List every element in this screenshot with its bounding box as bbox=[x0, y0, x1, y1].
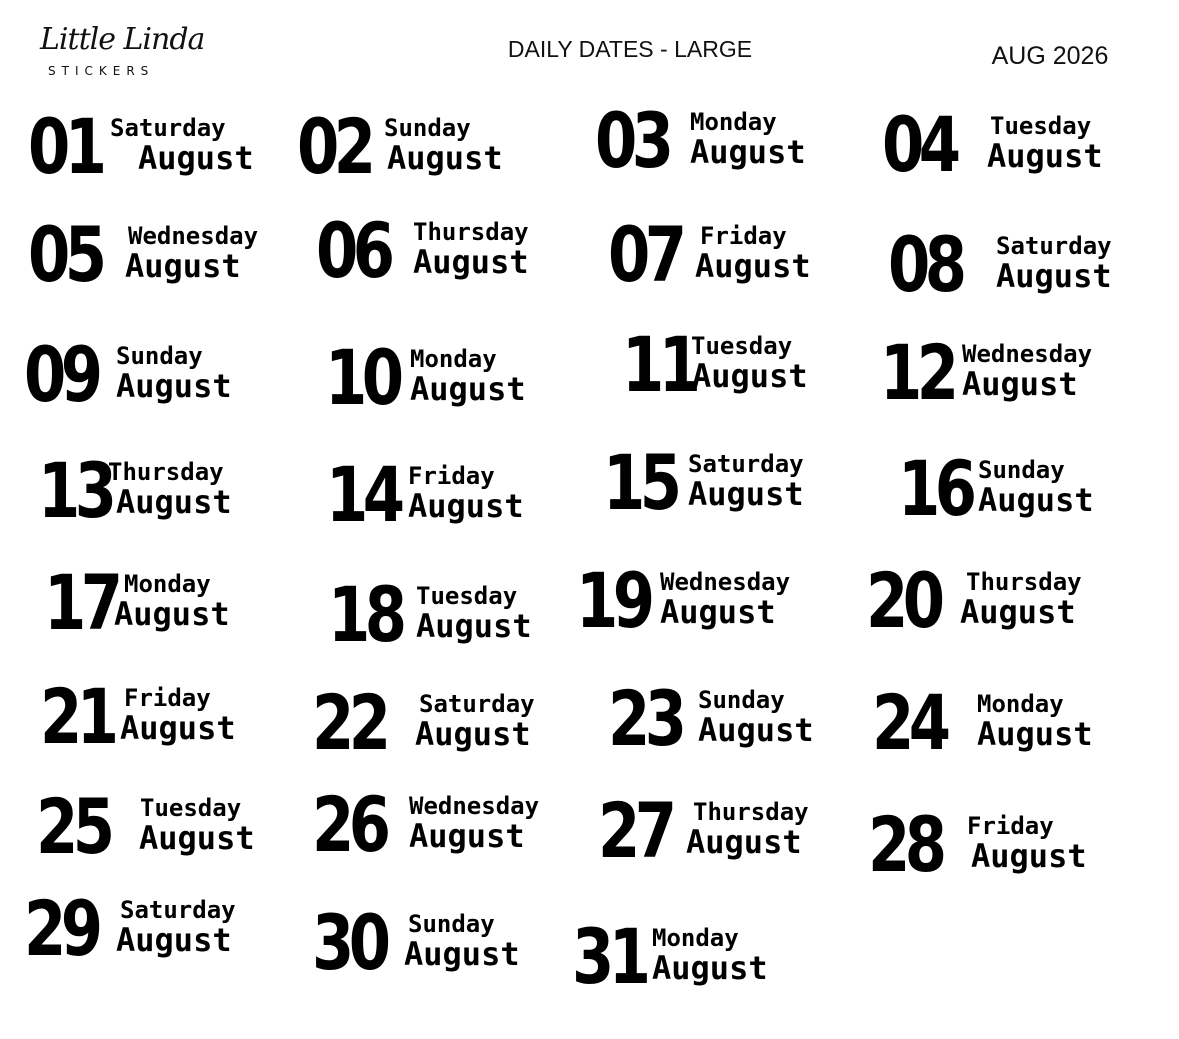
month-label: August bbox=[116, 921, 232, 959]
month-label: August bbox=[688, 475, 804, 513]
month-label: August bbox=[413, 243, 529, 281]
weekday-label: Wednesday bbox=[409, 792, 540, 820]
weekday-label: Thursday bbox=[966, 568, 1082, 596]
date-number: 10 bbox=[325, 333, 399, 422]
weekday-label: Thursday bbox=[413, 218, 529, 246]
date-number: 25 bbox=[36, 782, 110, 871]
date-number: 07 bbox=[608, 210, 682, 299]
month-label: August bbox=[977, 715, 1093, 753]
month-label: August bbox=[408, 487, 524, 525]
date-number: 24 bbox=[872, 678, 946, 767]
date-number: 16 bbox=[898, 444, 972, 533]
weekday-label: Sunday bbox=[116, 342, 203, 370]
month-label: August bbox=[416, 607, 532, 645]
date-number: 26 bbox=[312, 780, 386, 869]
date-number: 18 bbox=[328, 570, 402, 659]
date-number: 29 bbox=[24, 884, 98, 973]
date-number: 09 bbox=[24, 330, 98, 419]
date-number: 21 bbox=[40, 672, 114, 761]
date-number: 30 bbox=[312, 898, 386, 987]
date-number: 19 bbox=[576, 556, 650, 645]
month-label: August bbox=[971, 837, 1087, 875]
month-label: August bbox=[139, 819, 255, 857]
weekday-label: Sunday bbox=[698, 686, 785, 714]
date-number: 04 bbox=[882, 100, 956, 189]
date-number: 17 bbox=[44, 558, 118, 647]
date-number: 12 bbox=[880, 328, 954, 417]
brand-logo-script: Little Linda bbox=[40, 22, 205, 57]
month-label: August bbox=[125, 247, 241, 285]
month-label: August bbox=[404, 935, 520, 973]
date-number: 27 bbox=[598, 786, 672, 875]
date-number: 02 bbox=[297, 102, 371, 191]
date-number: 11 bbox=[622, 320, 696, 409]
date-number: 14 bbox=[326, 450, 400, 539]
weekday-label: Friday bbox=[700, 222, 787, 250]
month-label: August bbox=[415, 715, 531, 753]
month-label: August bbox=[116, 367, 232, 405]
date-number: 23 bbox=[608, 674, 682, 763]
date-number: 03 bbox=[595, 96, 669, 185]
month-label: August bbox=[978, 481, 1094, 519]
month-label: August bbox=[996, 257, 1112, 295]
month-label: August bbox=[698, 711, 814, 749]
weekday-label: Wednesday bbox=[660, 568, 791, 596]
brand-logo-subtitle: STICKERS bbox=[48, 64, 155, 78]
month-label: August bbox=[960, 593, 1076, 631]
weekday-label: Monday bbox=[124, 570, 211, 598]
weekday-label: Saturday bbox=[688, 450, 804, 478]
weekday-label: Thursday bbox=[693, 798, 809, 826]
month-label: August bbox=[987, 137, 1103, 175]
weekday-label: Friday bbox=[408, 462, 495, 490]
weekday-label: Wednesday bbox=[962, 340, 1093, 368]
weekday-label: Monday bbox=[690, 108, 777, 136]
weekday-label: Saturday bbox=[419, 690, 535, 718]
date-number: 15 bbox=[603, 438, 677, 527]
month-label: August bbox=[652, 949, 768, 987]
weekday-label: Tuesday bbox=[691, 332, 793, 360]
weekday-label: Wednesday bbox=[128, 222, 259, 250]
date-number: 31 bbox=[572, 912, 646, 1001]
date-number: 01 bbox=[28, 102, 102, 191]
month-label: August bbox=[962, 365, 1078, 403]
date-number: 22 bbox=[312, 678, 386, 767]
month-label: August bbox=[690, 133, 806, 171]
date-number: 08 bbox=[888, 220, 962, 309]
month-label: August bbox=[410, 370, 526, 408]
month-label: August bbox=[409, 817, 525, 855]
month-label: August bbox=[695, 247, 811, 285]
weekday-label: Friday bbox=[967, 812, 1054, 840]
month-label: August bbox=[387, 139, 503, 177]
weekday-label: Monday bbox=[652, 924, 739, 952]
month-label: August bbox=[660, 593, 776, 631]
weekday-label: Sunday bbox=[408, 910, 495, 938]
weekday-label: Saturday bbox=[110, 114, 226, 142]
date-number: 06 bbox=[316, 206, 390, 295]
month-label: August bbox=[120, 709, 236, 747]
date-number: 13 bbox=[38, 446, 112, 535]
weekday-label: Tuesday bbox=[990, 112, 1092, 140]
sheet-month-year: AUG 2026 bbox=[991, 42, 1109, 70]
brand-logo bbox=[36, 22, 205, 86]
weekday-label: Thursday bbox=[108, 458, 224, 486]
weekday-label: Tuesday bbox=[140, 794, 242, 822]
weekday-label: Monday bbox=[977, 690, 1064, 718]
weekday-label: Tuesday bbox=[416, 582, 518, 610]
date-number: 20 bbox=[866, 556, 940, 645]
date-number: 05 bbox=[28, 210, 102, 299]
weekday-label: Monday bbox=[410, 345, 497, 373]
month-label: August bbox=[686, 823, 802, 861]
sheet-title: DAILY DATES - LARGE bbox=[507, 36, 753, 62]
weekday-label: Sunday bbox=[978, 456, 1065, 484]
month-label: August bbox=[114, 595, 230, 633]
month-label: August bbox=[692, 357, 808, 395]
weekday-label: Friday bbox=[124, 684, 211, 712]
weekday-label: Sunday bbox=[384, 114, 471, 142]
weekday-label: Saturday bbox=[996, 232, 1112, 260]
date-number: 28 bbox=[868, 800, 942, 889]
month-label: August bbox=[138, 139, 254, 177]
weekday-label: Saturday bbox=[120, 896, 236, 924]
month-label: August bbox=[116, 483, 232, 521]
